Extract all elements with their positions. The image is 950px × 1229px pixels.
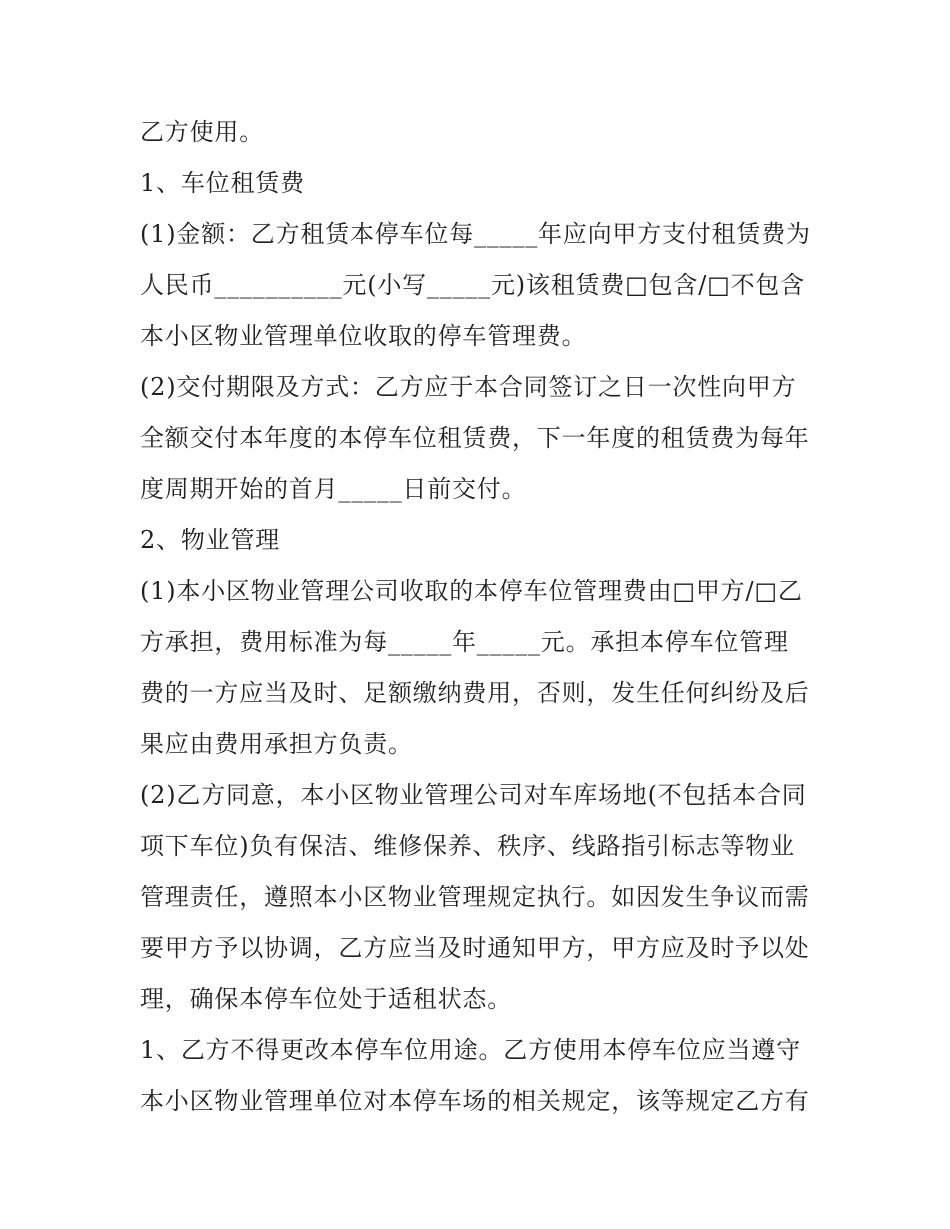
text-line: (2)交付期限及方式：乙方应于本合同签订之日一次性向甲方 — [140, 373, 797, 401]
text-line: 管理责任，遵照本小区物业管理规定执行。如因发生争议而需 — [140, 883, 810, 911]
section-heading: 2、物业管理 — [140, 526, 281, 554]
text-line: 1、乙方不得更改本停车位用途。乙方使用本停车位应当遵守 — [140, 1036, 801, 1064]
text-line: 要甲方予以协调，乙方应当及时通知甲方，甲方应及时予以处 — [140, 934, 810, 962]
text-line: 本小区物业管理单位收取的停车管理费。 — [140, 322, 587, 350]
text-line: 人民币__________元(小写_____元)该租赁费□包含/□不包含 — [140, 271, 805, 299]
section-heading: 1、车位租赁费 — [140, 169, 305, 197]
text-line: 费的一方应当及时、足额缴纳费用，否则，发生任何纠纷及后 — [140, 679, 810, 707]
text-line: (1)本小区物业管理公司收取的本停车位管理费由□甲方/□乙 — [140, 577, 803, 605]
text-line: 方承担，费用标准为每_____年_____元。承担本停车位管理 — [140, 628, 789, 656]
text-line: 乙方使用。 — [140, 118, 264, 146]
contract-text — [140, 107, 820, 1127]
text-line: 本小区物业管理单位对本停车场的相关规定，该等规定乙方有 — [140, 1087, 810, 1115]
text-line: 果应由费用承担方负责。 — [140, 730, 413, 758]
text-line: 项下车位)负有保洁、维修保养、秩序、线路指引标志等物业 — [140, 832, 795, 860]
text-line: (2)乙方同意，本小区物业管理公司对车库场地(不包括本合同 — [140, 781, 807, 809]
text-line: (1)金额：乙方租赁本停车位每_____年应向甲方支付租赁费为 — [140, 220, 811, 248]
text-line: 度周期开始的首月_____日前交付。 — [140, 475, 527, 503]
text-line: 理，确保本停车位处于适租状态。 — [140, 985, 512, 1013]
text-line: 全额交付本年度的本停车位租赁费，下一年度的租赁费为每年 — [140, 424, 810, 452]
